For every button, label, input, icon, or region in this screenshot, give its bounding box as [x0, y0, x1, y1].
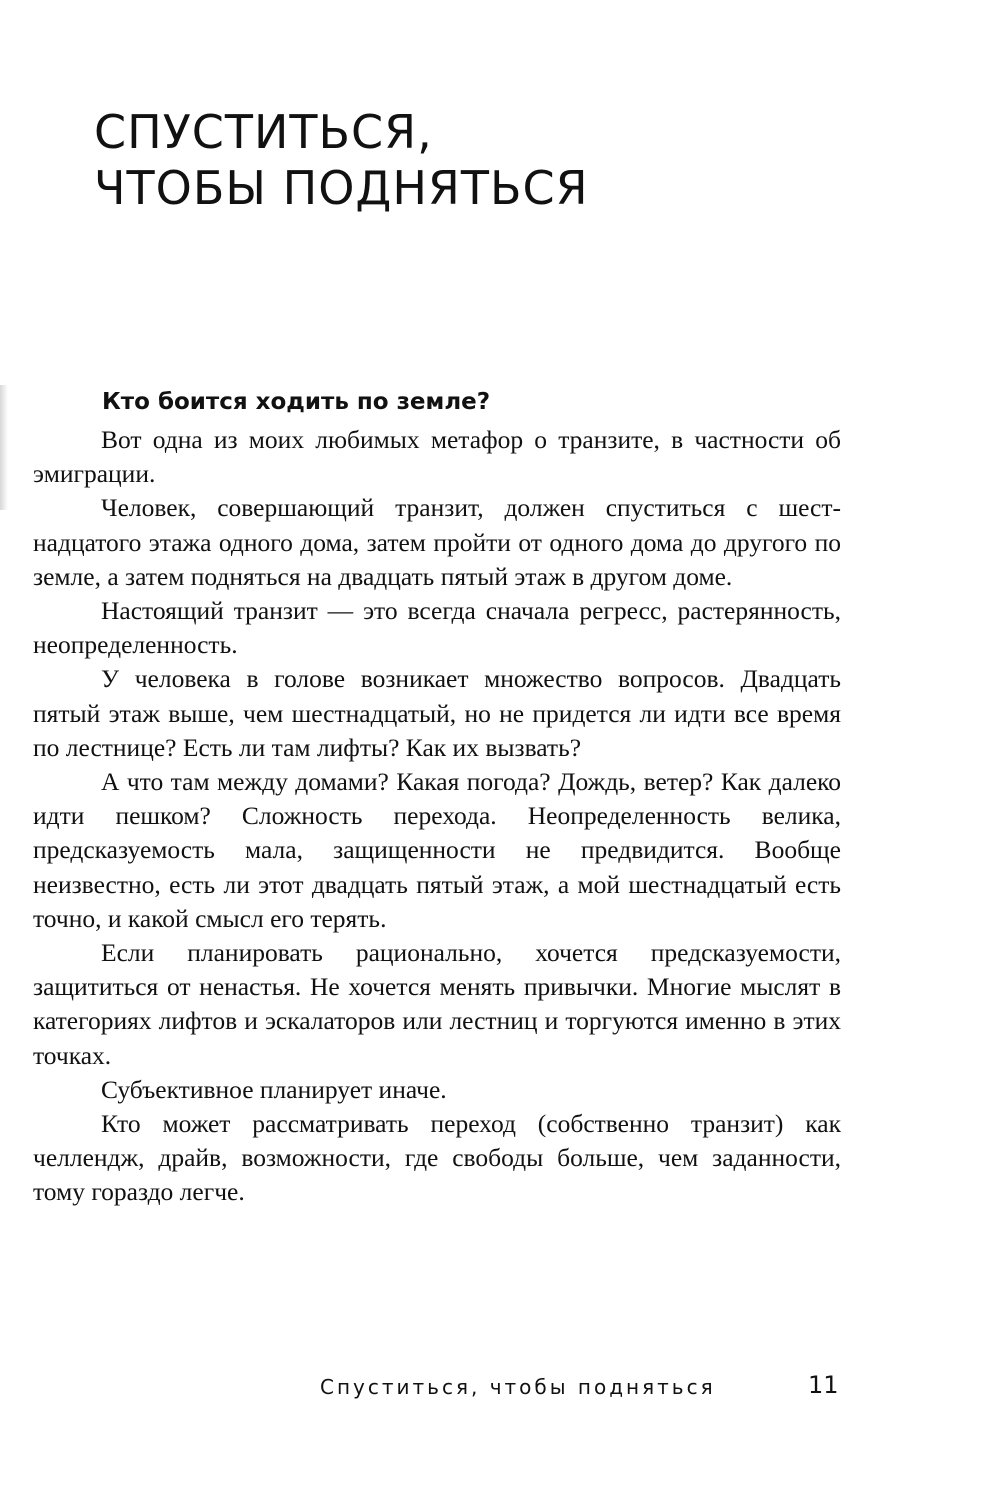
chapter-title-line-1: СПУСТИТЬСЯ, [94, 105, 433, 159]
paragraph-3: Настоящий транзит — это всегда сначала регресс, растерянность, неопределенность. [33, 596, 841, 660]
paragraph-6: Если планировать рационально, хочется предсказуемости, защититься от ненастья. Не хочется менять привычки. Многие мыслят в категориях лифтов и эскалаторов или лестниц и торгуются именно в этих точках. [33, 938, 841, 1070]
chapter-title [94, 104, 854, 216]
paragraph-5: А что там между домами? Какая погода? Дождь, ветер? Как далеко идти пешком? Сложность перехода. Неопределенность велика, предсказуемость мала, защищенности не предвидится. Вообще неизвестно, есть ли этот двадцать пятый этаж, а мой шестнадцатый есть точно, и какой смысл его терять. [33, 767, 841, 933]
paragraph-8: Кто может рассматривать переход (собственно транзит) как челлендж, драйв, возможности, где свободы больше, чем заданности, тому гораздо легче. [33, 1109, 841, 1207]
chapter-title-line-2: ЧТОБЫ ПОДНЯТЬСЯ [94, 161, 589, 215]
section-heading: Кто боится ходить по земле? [102, 389, 491, 415]
paragraph-7: Субъективное планирует иначе. [101, 1074, 447, 1104]
page-number: 11 [808, 1371, 839, 1399]
body-text [33, 423, 841, 1210]
paragraph-2: Человек, совершающий транзит, должен спуститься с шестнадцатого этажа одного дома, затем пройти от одного дома до другого по земле, а затем подняться на двадцать пятый этаж в другом доме. [33, 493, 841, 591]
paragraph-1: Вот одна из моих любимых метафор о транзите, в частности об эмиграции. [33, 425, 841, 489]
running-footer-title: Спуститься, чтобы подняться [320, 1375, 716, 1399]
paragraph-4: У человека в голове возникает множество вопросов. Двадцать пятый этаж выше, чем шестнадцатый, но не придется ли идти все время по лестнице? Есть ли там лифты? Как их вызвать? [33, 664, 841, 762]
page-edge-shadow [0, 385, 8, 510]
